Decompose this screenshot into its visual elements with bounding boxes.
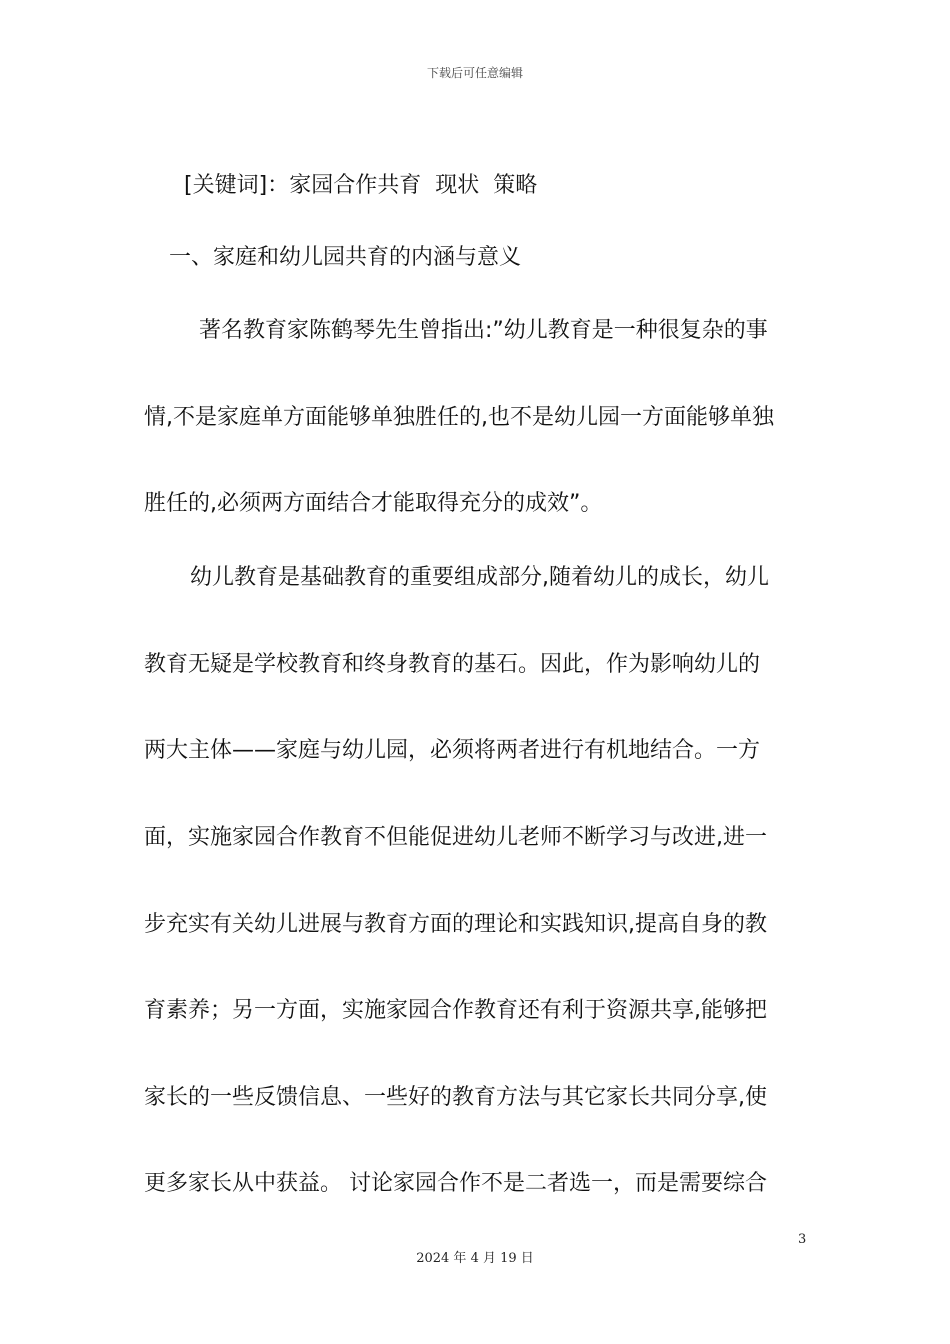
body-line: 幼儿教育是基础教育的重要组成部分,随着幼儿的成长，幼儿 — [190, 565, 769, 590]
body-line: 育素养；另一方面，实施家园合作教育还有利于资源共享,能够把 — [144, 998, 767, 1023]
footer-date: 2024 年 4 月 19 日 — [416, 1251, 534, 1266]
body-line: 两大主体——家庭与幼儿园，必须将两者进行有机地结合。一方 — [144, 738, 761, 763]
body-line: 面，实施家园合作教育不但能促进幼儿老师不断学习与改进,进一 — [144, 825, 767, 850]
body-line: 胜任的,必须两方面结合才能取得充分的成效”。 — [144, 491, 603, 516]
keywords-separator: ： — [267, 173, 290, 198]
header-note: 下载后可任意编辑 — [426, 66, 523, 80]
page-number: 3 — [798, 1232, 807, 1247]
keyword-term-1: 家园合作共育 — [289, 173, 422, 198]
body-line: 著名教育家陈鹤琴先生曾指出:”幼儿教育是一种很复杂的事 — [199, 318, 768, 343]
body-line: 教育无疑是学校教育和终身教育的基石。因此，作为影响幼儿的 — [144, 652, 761, 677]
keywords-line — [184, 171, 537, 201]
keywords-label: [关键词] — [184, 173, 268, 198]
section-title: 一、家庭和幼儿园共育的内涵与意义 — [169, 245, 522, 270]
body-line: 更多家长从中获益。 讨论家园合作不是二者选一，而是需要综合 — [144, 1171, 767, 1196]
body-line: 步充实有关幼儿进展与教育方面的理论和实践知识,提高自身的教 — [144, 912, 767, 937]
keyword-term-3: 策略 — [493, 173, 538, 198]
body-line: 情,不是家庭单方面能够单独胜任的,也不是幼儿园一方面能够单独 — [144, 405, 774, 430]
keyword-term-2: 现状 — [435, 173, 480, 198]
body-line: 家长的一些反馈信息、一些好的教育方法与其它家长共同分享,使 — [144, 1085, 767, 1110]
